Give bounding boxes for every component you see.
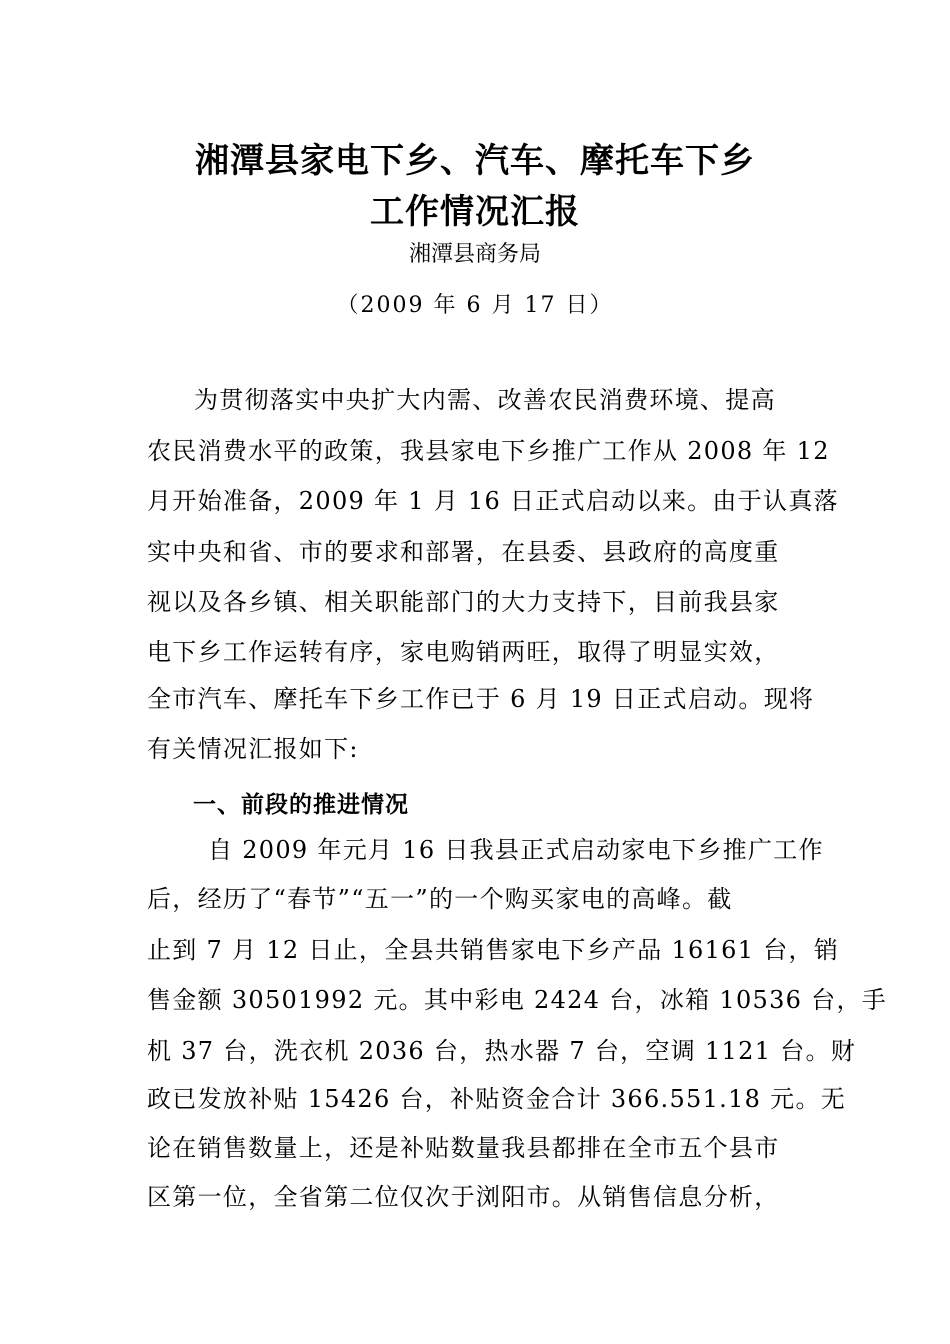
section-line: 后，经历了“春节”“五一”的一个购买家电的高峰。截 [147, 885, 733, 913]
section-line: 政已发放补贴 15426 台，补贴资金合计 366.551.18 元。无 [147, 1085, 847, 1113]
section-heading: 一、前段的推进情况 [193, 792, 409, 818]
intro-line: 视以及各乡镇、相关职能部门的大力支持下，目前我县家 [147, 588, 780, 616]
document-title-line1: 湘潭县家电下乡、汽车、摩托车下乡 [195, 141, 755, 181]
section-line: 售金额 30501992 元。其中彩电 2424 台，冰箱 10536 台，手 [147, 986, 888, 1014]
section-line: 自 2009 年元月 16 日我县正式启动家电下乡推广工作 [208, 836, 824, 864]
intro-line: 月开始准备，2009 年 1 月 16 日正式启动以来。由于认真落 [147, 487, 839, 515]
intro-line: 实中央和省、市的要求和部署，在县委、县政府的高度重 [147, 538, 780, 566]
intro-line: 农民消费水平的政策，我县家电下乡推广工作从 2008 年 12 [147, 437, 830, 465]
intro-line: 为贯彻落实中央扩大内需、改善农民消费环境、提高 [194, 386, 776, 414]
document-author: 湘潭县商务局 [408, 242, 541, 267]
section-line: 止到 7 月 12 日止，全县共销售家电下乡产品 16161 台，销 [147, 936, 840, 964]
intro-line: 全市汽车、摩托车下乡工作已于 6 月 19 日正式启动。现将 [147, 685, 815, 713]
document-title-line2: 工作情况汇报 [370, 192, 580, 232]
section-line: 区第一位，全省第二位仅次于浏阳市。从销售信息分析， [147, 1183, 780, 1211]
section-line: 机 37 台，洗衣机 2036 台，热水器 7 台，空调 1121 台。财 [147, 1037, 857, 1065]
intro-line: 电下乡工作运转有序，家电购销两旺，取得了明显实效， [147, 638, 780, 666]
document-date: （2009 年 6 月 17 日） [336, 293, 614, 318]
section-line: 论在销售数量上，还是补贴数量我县都排在全市五个县市 [147, 1134, 780, 1162]
intro-line: 有关情况汇报如下: [147, 735, 359, 763]
